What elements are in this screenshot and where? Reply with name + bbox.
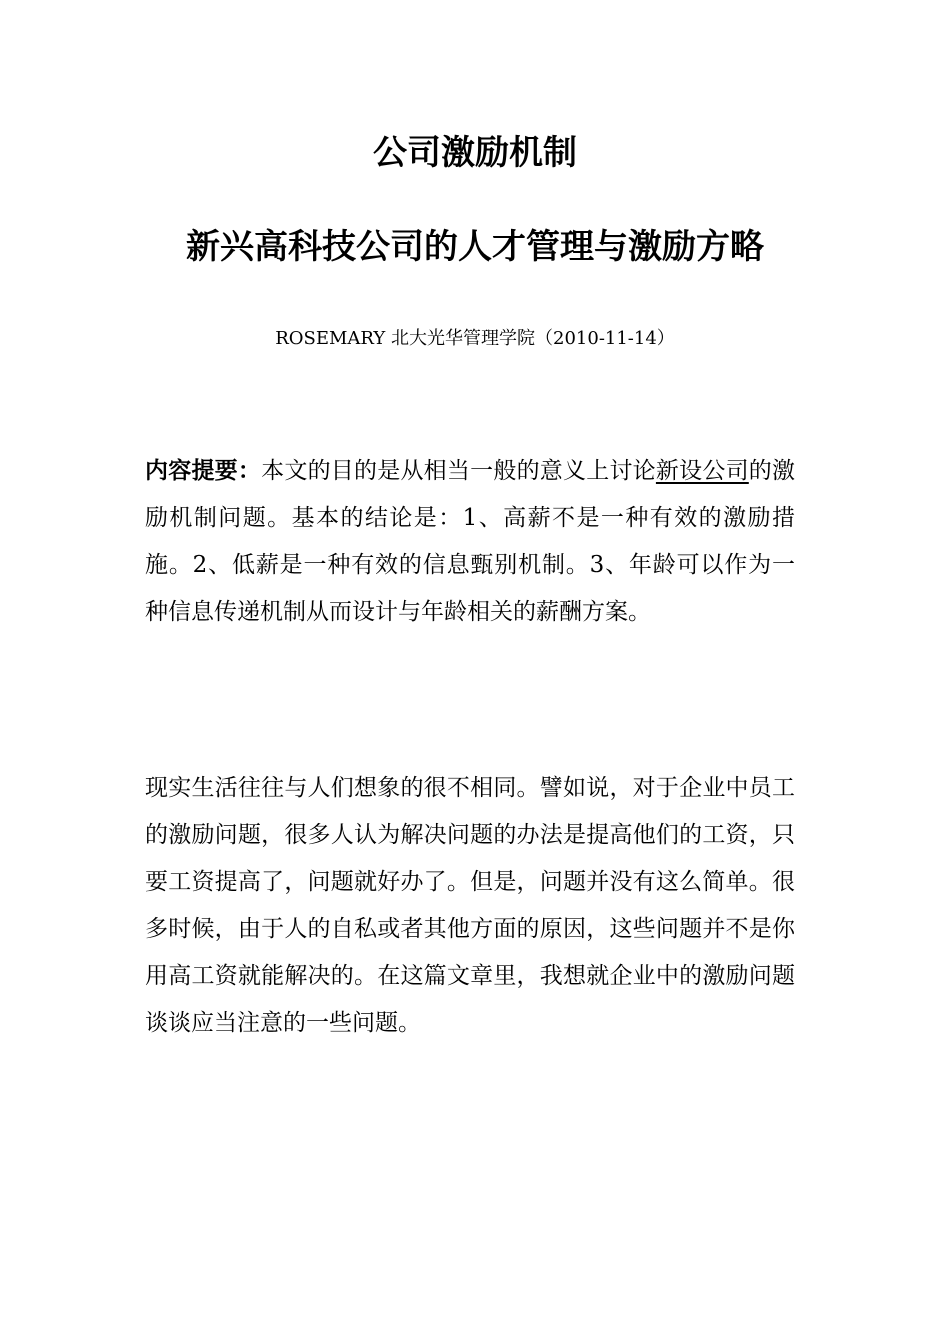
document-subtitle: 新兴高科技公司的人才管理与激励方略 [186,227,764,267]
abstract-paragraph [145,448,795,636]
body-paragraph-1: 现实生活往往与人们想象的很不相同。譬如说，对于企业中员工的激励问题，很多人认为解决问题的办法是提高他们的工资，只要工资提高了，问题就好办了。但是，问题并没有这么简单。很多时候，由于人的自私或者其他方面的原因，这些问题并不是你用高工资就能解决的。在这篇文章里，我想就企业中的激励问题谈谈应当注意的一些问题。 [145,775,795,1036]
document-title: 公司激励机制 [373,133,577,173]
abstract-text-after: 的激励机制问题。基本的结论是：1、高薪不是一种有效的激励措施。2、低薪是一种有效的信息甄别机制。3、年龄可以作为一种信息传递机制从而设计与年龄相关的薪酬方案。 [145,458,796,625]
author-byline: ROSEMARY 北大光华管理学院（2010-11-14） [275,328,675,349]
abstract-text-before: 本文的目的是从相当一般的意义上讨论 [261,458,656,484]
link-new-company[interactable]: 新设公司 [655,458,749,484]
abstract-label: 内容提要： [145,458,262,484]
